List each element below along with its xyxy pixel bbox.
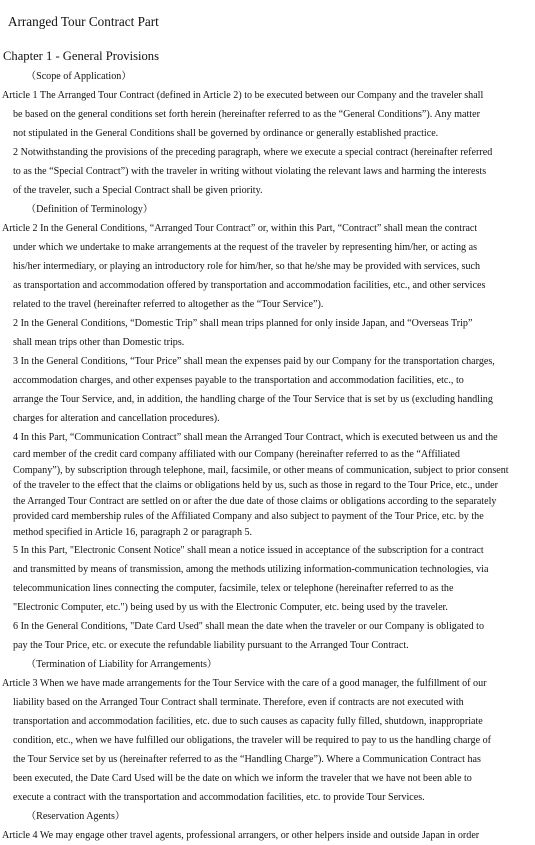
- section-heading: （Scope of Application）: [26, 71, 132, 82]
- text-line: 2 In the General Conditions, “Domestic Trip” shall mean trips planned for only inside Japan, and “Overseas Trip”: [13, 318, 473, 329]
- text-line: telecommunication lines connecting the computer, facsimile, telex or telephone (hereinafter referred to as the: [13, 582, 454, 594]
- text-line: his/her intermediary, or playing an introductory role for him/her, so that he/she may be provided with services, such: [13, 261, 481, 272]
- text-line: 3 In the General Conditions, “Tour Price” shall mean the expenses paid by our Company for the transportation charges,: [13, 356, 495, 367]
- text-line: under which we undertake to make arrangements at the request of the traveler by representing him/her, or acting as: [13, 242, 478, 253]
- text-line: pay the Tour Price, etc. or execute the refundable liability pursuant to the Arranged Tour Contract.: [13, 639, 409, 651]
- section-heading: （Reservation Agents）: [26, 810, 125, 822]
- text-line: been executed, the Date Card Used will be the date on which we inform the traveler that we have not been able to: [13, 772, 472, 784]
- text-line: arrange the Tour Service, and, in addition, the handling charge of the Tour Service that is set by us (excluding handling: [13, 394, 493, 405]
- text-line: Article 3 When we have made arrangements for the Tour Service with the care of a good manager, the fulfillment of our: [2, 677, 487, 689]
- chapter-title: Chapter 1 - General Provisions: [3, 49, 159, 63]
- text-line: 4 In this Part, “Communication Contract” shall mean the Arranged Tour Contract, which is executed between us and the: [13, 432, 498, 443]
- document-title: Arranged Tour Contract Part: [8, 14, 159, 29]
- section-heading: （Termination of Liability for Arrangements）: [26, 658, 218, 670]
- text-line: 5 In this Part, "Electronic Consent Notice" shall mean a notice issued in acceptance of the subscription for a contract: [13, 544, 484, 556]
- text-line: provided card membership rules of the Affiliated Company and also subject to payment of the Tour Price, etc. by the: [13, 511, 484, 523]
- text-line: as transportation and accommodation offered by transportation and accommodation facilities, etc., and other services: [13, 280, 486, 291]
- text-line: the Arranged Tour Contract are settled on or after the due date of those claims or obligations according to the separately: [13, 495, 497, 507]
- text-line: related to the travel (hereinafter referred to altogether as the “Tour Service”).: [13, 299, 324, 310]
- text-line: Article 4 We may engage other travel agents, professional arrangers, or other helpers inside and outside Japan in order: [2, 829, 480, 841]
- text-line: of the traveler to the effect that the claims or obligations held by us, such as those in regard to the Tour Price, etc., under: [13, 480, 498, 492]
- text-line: 6 In the General Conditions, "Date Card Used" shall mean the date when the traveler or our Company is obligated to: [13, 620, 485, 632]
- text-line: Article 2 In the General Conditions, “Arranged Tour Contract” or, within this Part, “Contract” shall mean the contract: [2, 223, 478, 234]
- text-line: transportation and accommodation facilities, etc. due to such causes as capacity fully filled, shutdown, inappropriate: [13, 715, 483, 727]
- text-line: method specified in Article 16, paragraph 2 or paragraph 5.: [13, 526, 253, 538]
- text-line: liability based on the Arranged Tour Contract shall terminate. Therefore, even if contracts are not executed with: [13, 696, 464, 708]
- text-line: execute a contract with the transportation and accommodation facilities, etc. to provide Tour Services.: [13, 791, 425, 803]
- text-line: to as the “Special Contract”) with the traveler in writing without violating the relevant laws and harming the interests: [13, 166, 487, 177]
- text-line: not stipulated in the General Conditions shall be governed by ordinance or generally established practice.: [13, 128, 439, 139]
- text-line: card member of the credit card company affiliated with our Company (hereinafter referred to as the “Affiliated: [13, 449, 460, 460]
- section-heading: （Definition of Terminology）: [26, 204, 153, 215]
- text-line: 2 Notwithstanding the provisions of the preceding paragraph, where we execute a special contract (hereinafter referred: [13, 147, 493, 158]
- text-line: accommodation charges, and other expenses payable to the transportation and accommodation facilities, etc., to: [13, 375, 464, 386]
- text-line: be based on the general conditions set forth herein (hereinafter referred to as the “General Conditions”). Any matter: [13, 109, 480, 120]
- text-line: the Tour Service set by us (hereinafter referred to as the “Handling Charge”). Where a Communication Contract has: [13, 753, 481, 765]
- text-line: of the traveler, such a Special Contract shall be given priority.: [13, 185, 263, 196]
- text-line: Company”), by subscription through telephone, mail, facsimile, or other means of communication, subject to prior consent: [13, 464, 509, 476]
- document-body: [2, 67, 533, 845]
- text-line: condition, etc., when we have fulfilled our obligations, the traveler will be required to pay to us the handling charge of: [13, 734, 492, 746]
- text-line: shall mean trips other than Domestic trips.: [13, 337, 185, 348]
- text-line: Article 1 The Arranged Tour Contract (defined in Article 2) to be executed between our Company and the traveler shall: [2, 90, 484, 101]
- text-line: "Electronic Computer, etc.") being used by us with the Electronic Computer, etc. being used by the traveler.: [13, 601, 448, 613]
- text-line: charges for alteration and cancellation procedures).: [13, 413, 220, 424]
- text-line: and transmitted by means of transmission, among the methods utilizing information-communication technologies, via: [13, 563, 489, 575]
